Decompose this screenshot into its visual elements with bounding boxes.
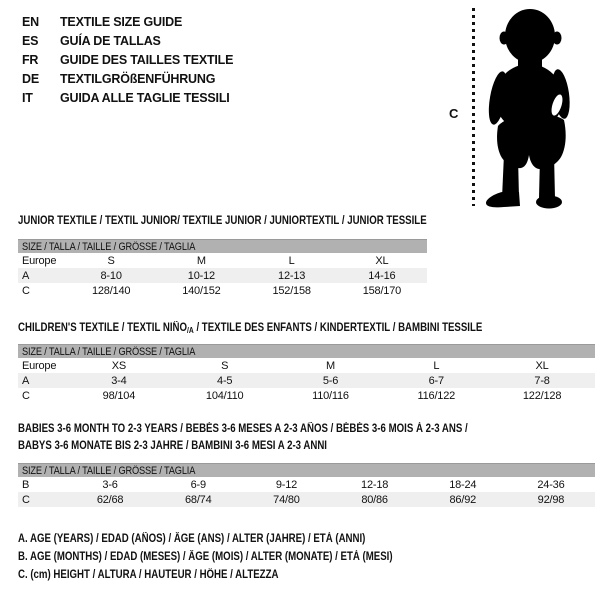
note-c-text: C. (cm) HEIGHT / ALTURA / HAUTEUR / HÖHE / ALTEZZA xyxy=(18,569,279,581)
table-row-europe xyxy=(18,358,595,373)
size-value: 68/74 xyxy=(184,493,212,506)
size-value: 110/116 xyxy=(312,389,349,402)
size-value: M xyxy=(326,359,335,372)
row-label: B xyxy=(22,478,30,491)
row-label: C xyxy=(22,389,30,402)
title-subscript: /A xyxy=(187,326,194,335)
size-value: 18-24 xyxy=(449,478,477,491)
table-row-height xyxy=(18,492,595,507)
lang-label: TEXTILE SIZE GUIDE xyxy=(60,14,183,29)
lang-row-fr xyxy=(22,50,233,69)
row-label: A xyxy=(22,374,30,387)
note-a xyxy=(18,533,464,551)
lang-row-en xyxy=(22,12,233,31)
size-header-text: SIZE / TALLA / TAILLE / GRÖSSE / TAGLIA xyxy=(22,240,196,253)
size-value: M xyxy=(196,254,206,267)
size-value: XL xyxy=(535,359,549,372)
note-b-text: B. AGE (MONTHS) / EDAD (MESES) / ÂGE (MOIS) / ALTER (MONATE) / ETÀ (MESI) xyxy=(18,551,393,563)
babies-size-table xyxy=(18,463,595,507)
size-value: 10-12 xyxy=(187,269,215,282)
size-header-band xyxy=(18,239,427,253)
size-value: 98/104 xyxy=(102,389,136,402)
size-value: 104/110 xyxy=(205,389,244,402)
size-value: 24-36 xyxy=(537,478,565,491)
row-label: C xyxy=(22,493,30,506)
table-row-europe xyxy=(18,253,427,268)
note-b xyxy=(18,551,464,569)
legend-notes xyxy=(18,533,464,587)
size-header-text: SIZE / TALLA / TAILLE / GRÖSSE / TAGLIA xyxy=(22,345,196,358)
size-value: XL xyxy=(375,254,389,267)
babies-title-line1: BABIES 3-6 MONTH TO 2-3 YEARS / BEBÉS 3-6 MESES A 2-3 AÑOS / BÉBÉS 3-6 MOIS À 2-3 ANS / xyxy=(18,423,468,435)
size-value: 116/122 xyxy=(417,389,456,402)
table-row-height xyxy=(18,283,427,298)
size-value: L xyxy=(288,254,295,267)
size-header-band xyxy=(18,463,595,477)
size-value: 92/98 xyxy=(537,493,565,506)
size-value: 9-12 xyxy=(275,478,298,491)
row-label: Europe xyxy=(22,359,57,372)
lang-label: GUIDE DES TAILLES TEXTILE xyxy=(60,52,234,67)
table-row-age xyxy=(18,373,595,388)
size-value: 12-13 xyxy=(278,269,306,282)
lang-code: ES xyxy=(22,33,39,48)
size-value: 14-16 xyxy=(368,269,396,282)
lang-label: GUIDA ALLE TAGLIE TESSILI xyxy=(60,90,230,105)
size-value: 3-6 xyxy=(102,478,118,491)
lang-row-es xyxy=(22,31,233,50)
junior-size-table xyxy=(18,239,427,298)
children-table-title xyxy=(18,320,571,339)
lang-row-it xyxy=(22,88,233,107)
table-row-months xyxy=(18,477,595,492)
table-row-age xyxy=(18,268,427,283)
junior-table-title-text: JUNIOR TEXTILE / TEXTIL JUNIOR/ TEXTILE JUNIOR / JUNIORTEXTIL / JUNIOR TESSILE xyxy=(18,215,427,227)
lang-code: EN xyxy=(22,14,39,29)
table-row-height xyxy=(18,388,595,403)
size-value: 152/158 xyxy=(272,284,311,297)
note-c xyxy=(18,569,464,587)
language-list xyxy=(22,12,233,107)
lang-label: TEXTILGRÖßENFÜHRUNG xyxy=(60,71,216,86)
junior-table-title xyxy=(18,213,504,230)
babies-table-title xyxy=(18,421,553,455)
note-a-text: A. AGE (YEARS) / EDAD (AÑOS) / ÂGE (ANS) / ALTER (JAHRE) / ETÀ (ANNI) xyxy=(18,533,366,545)
size-value: 158/170 xyxy=(362,284,402,297)
size-value: S xyxy=(221,359,229,372)
size-value: 6-7 xyxy=(428,374,444,387)
title-part: CHILDREN'S TEXTILE / TEXTIL NIÑO xyxy=(18,322,188,334)
size-value: XS xyxy=(111,359,127,372)
lang-row-de xyxy=(22,69,233,88)
measure-label-c: C xyxy=(449,106,459,121)
size-value: 5-6 xyxy=(322,374,339,387)
lang-code: FR xyxy=(22,52,39,67)
size-value: 80/86 xyxy=(361,493,388,506)
size-value: L xyxy=(433,359,440,372)
size-value: S xyxy=(107,254,115,267)
toddler-silhouette-icon xyxy=(482,6,576,212)
lang-code: DE xyxy=(22,71,39,86)
size-header-band xyxy=(18,344,595,358)
size-value: 6-9 xyxy=(190,478,206,491)
size-value: 74/80 xyxy=(273,493,300,506)
lang-label: GUÍA DE TALLAS xyxy=(60,33,161,48)
size-value: 86/92 xyxy=(449,493,477,506)
size-value: 62/68 xyxy=(96,493,124,506)
height-measure-dotted-line xyxy=(472,8,475,206)
children-table-title-text xyxy=(18,320,482,339)
size-value: 3-4 xyxy=(111,374,127,387)
row-label: C xyxy=(22,284,30,297)
size-value: 7-8 xyxy=(534,374,550,387)
size-value: 4-5 xyxy=(217,374,233,387)
row-label: A xyxy=(22,269,30,282)
children-size-table xyxy=(18,344,595,403)
size-value: 12-18 xyxy=(361,478,389,491)
size-value: 140/152 xyxy=(182,284,221,297)
title-part: / TEXTILE DES ENFANTS / KINDERTEXTIL / BAMBINI TESSILE xyxy=(193,322,483,334)
lang-code: IT xyxy=(22,90,33,105)
size-header-text: SIZE / TALLA / TAILLE / GRÖSSE / TAGLIA xyxy=(22,464,196,477)
row-label: Europe xyxy=(22,254,57,267)
size-value: 122/128 xyxy=(522,389,562,402)
babies-title-line2: BABYS 3-6 MONATE BIS 2-3 JAHRE / BAMBINI 3-6 MESI A 2-3 ANNI xyxy=(18,440,327,452)
size-value: 8-10 xyxy=(100,269,122,282)
size-value: 128/140 xyxy=(91,284,131,297)
